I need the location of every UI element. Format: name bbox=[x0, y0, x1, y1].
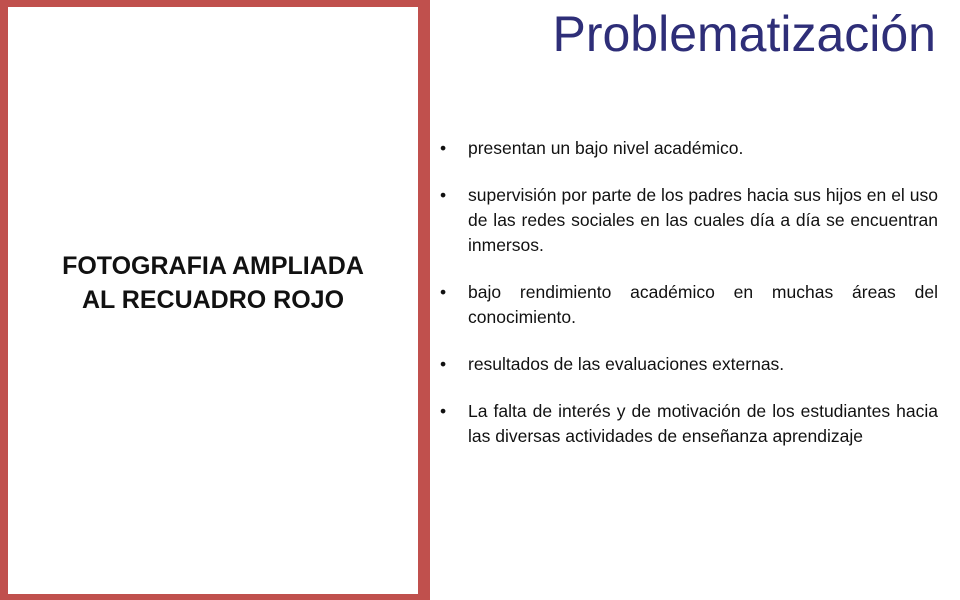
bullet-icon: • bbox=[440, 354, 447, 374]
bullet-icon: • bbox=[440, 401, 447, 421]
photo-frame bbox=[0, 0, 430, 600]
bullet-icon: • bbox=[440, 282, 447, 302]
bullet-text: presentan un bajo nivel académico. bbox=[468, 138, 744, 158]
bullet-icon: • bbox=[440, 138, 447, 158]
bullet-list bbox=[438, 136, 938, 471]
bullet-item bbox=[438, 280, 938, 330]
bullet-item bbox=[438, 399, 938, 449]
slide-title: Problematización bbox=[552, 6, 936, 62]
photo-placeholder bbox=[8, 7, 418, 594]
photo-placeholder-text: FOTOGRAFIA AMPLIADA AL RECUADRO ROJO bbox=[62, 251, 364, 314]
bullet-text: bajo rendimiento académico en muchas áreas del conocimiento. bbox=[468, 282, 938, 327]
bullet-icon: • bbox=[440, 185, 447, 205]
bullet-text: resultados de las evaluaciones externas. bbox=[468, 354, 785, 374]
bullet-item bbox=[438, 183, 938, 258]
bullet-text: La falta de interés y de motivación de los estudiantes hacia las diversas actividades de enseñanza aprendizaje bbox=[468, 401, 938, 446]
bullet-item bbox=[438, 352, 938, 377]
bullet-item bbox=[438, 136, 938, 161]
bullet-text: supervisión por parte de los padres hacia sus hijos en el uso de las redes sociales en las cuales día a día se encuentran inmersos. bbox=[468, 185, 938, 255]
